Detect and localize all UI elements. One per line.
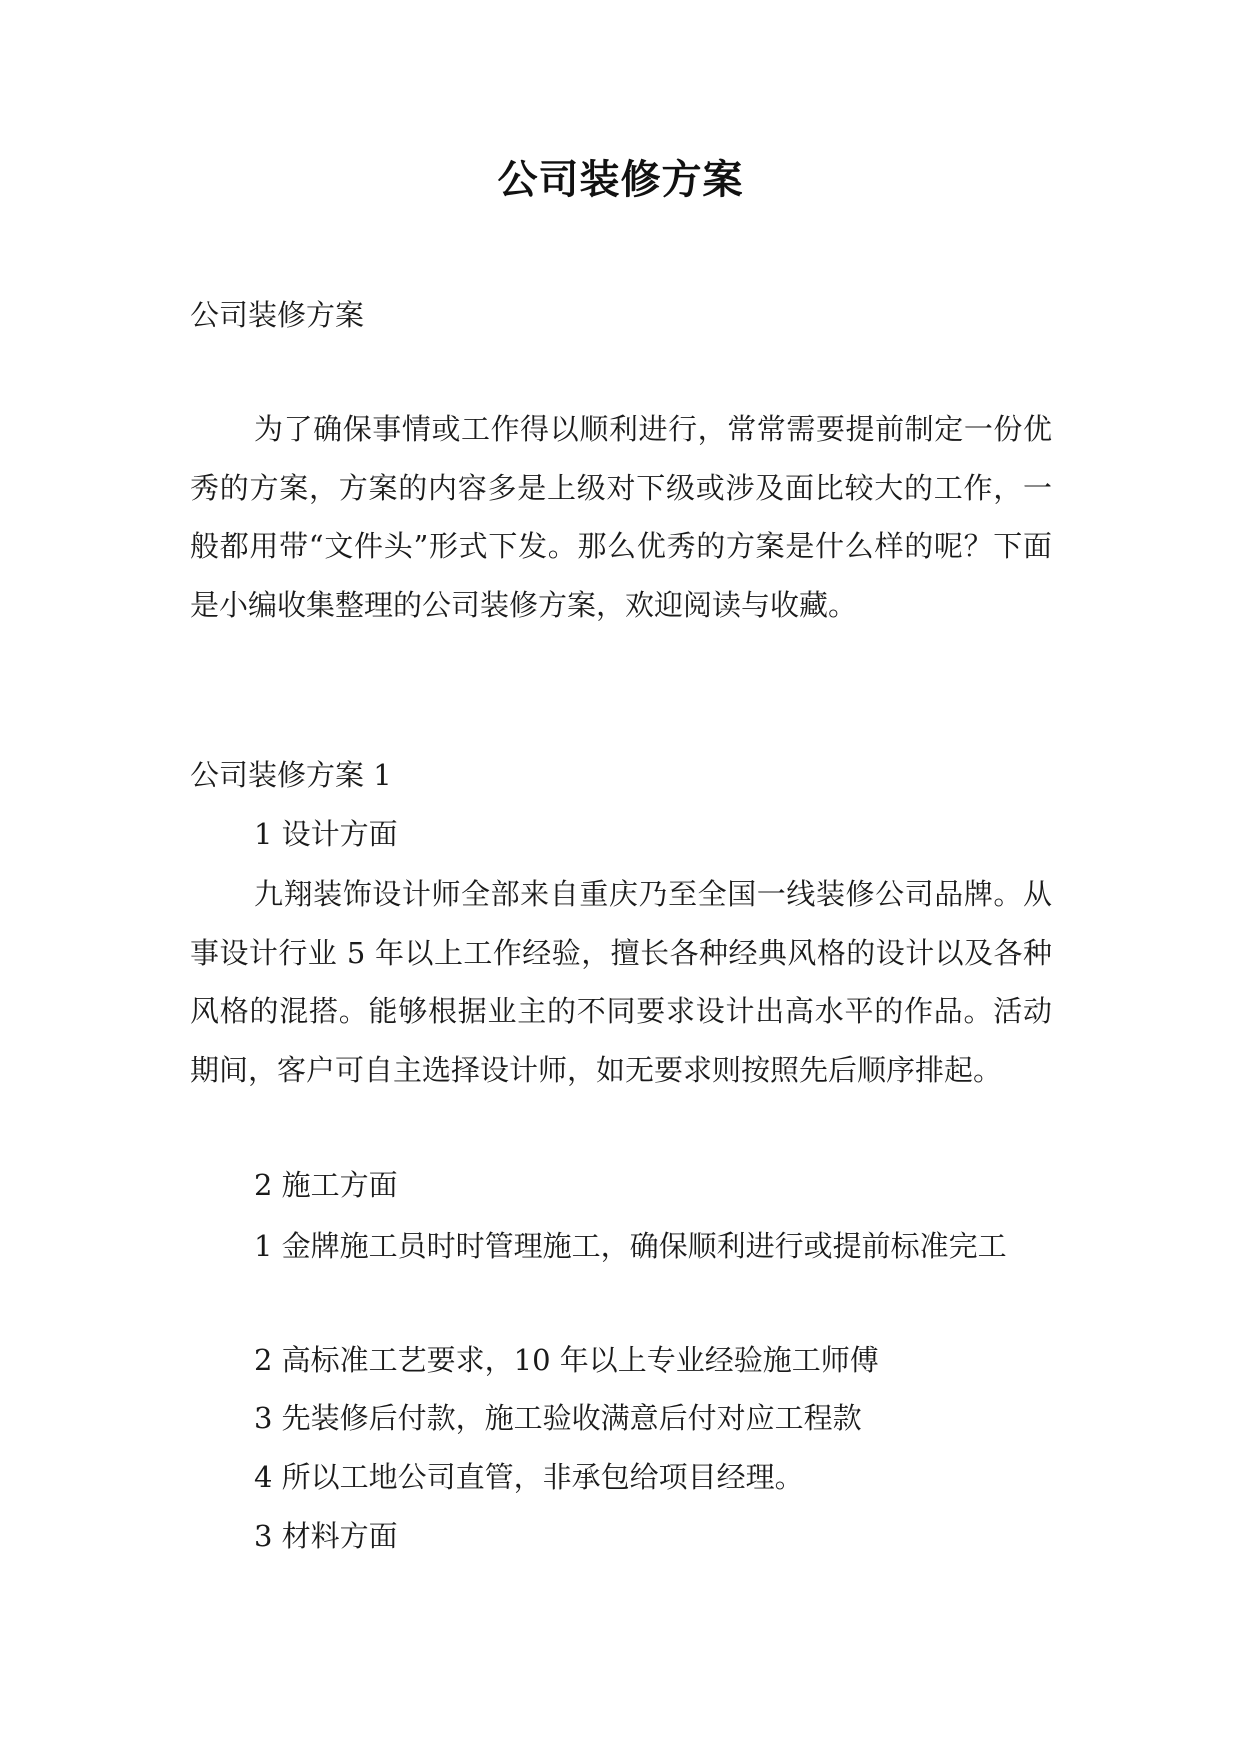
construction-item-1: 1 金牌施工员时时管理施工，确保顺利进行或提前标准完工 <box>254 1229 1007 1263</box>
construction-heading: 2 施工方面 <box>254 1168 398 1202</box>
intro-paragraph: 为了确保事情或工作得以顺利进行，常常需要提前制定一份优秀的方案，方案的内容多是上级对下级或涉及面比较大的工作，一般都用带“文件头”形式下发。那么优秀的方案是什么样的呢？下面是小编收集整理的公司装修方案，欢迎阅读与收藏。 <box>190 412 1052 622</box>
construction-item-4: 4 所以工地公司直管，非承包给项目经理。 <box>254 1460 804 1494</box>
materials-heading: 3 材料方面 <box>254 1519 398 1553</box>
design-heading: 1 设计方面 <box>254 817 398 851</box>
construction-item-3: 3 先装修后付款，施工验收满意后付对应工程款 <box>254 1401 862 1435</box>
section-heading: 公司装修方案 1 <box>190 758 392 792</box>
construction-item-2: 2 高标准工艺要求，10 年以上专业经验施工师傅 <box>254 1343 879 1377</box>
document-subtitle: 公司装修方案 <box>190 298 365 332</box>
design-paragraph: 九翔装饰设计师全部来自重庆乃至全国一线装修公司品牌。从事设计行业 5 年以上工作经验，擅长各种经典风格的设计以及各种风格的混搭。能够根据业主的不同要求设计出高水平的作品。活动期间，客户可自主选择设计师，如无要求则按照先后顺序排起。 <box>190 877 1052 1087</box>
document-title: 公司装修方案 <box>497 157 744 203</box>
